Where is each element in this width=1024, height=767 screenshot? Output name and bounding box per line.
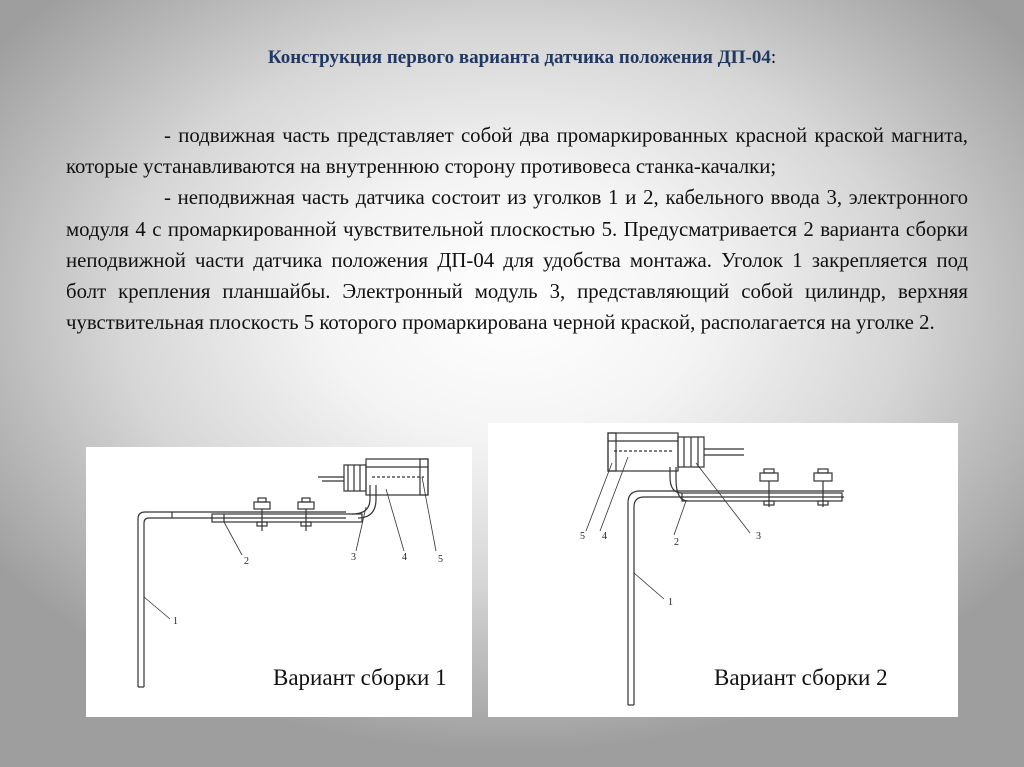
cable-entry-3	[352, 485, 370, 514]
figure-variant-2	[488, 423, 958, 717]
bolt-left	[254, 502, 270, 509]
label-1: 1	[173, 616, 178, 627]
cable-gland	[344, 465, 366, 491]
caption-variant-2: Вариант сборки 2	[714, 665, 888, 690]
label-2: 2	[674, 537, 679, 548]
body-text	[66, 120, 968, 338]
bracket-1-inner	[144, 518, 346, 687]
paragraph-fixed-part: - неподвижная часть датчика состоит из уголков 1 и 2, кабельного ввода 3, электронного модуля 4 с промаркированной чувствительной плоскостью 5. Предусматривается 2 варианта сборки неподвижной части датчика положения ДП-04 для удобства монтажа. Уголок 1 закрепляется под болт крепления планшайбы. Электронный модуль 3, представляющий собой цилиндр, верхняя чувствительная плоскость 5 которого промаркирована черной краской, располагается на уголке 2.	[66, 186, 968, 335]
bolt-right	[814, 473, 832, 481]
label-4: 4	[602, 531, 607, 542]
label-1: 1	[668, 597, 673, 608]
slide-title-text: Конструкция первого варианта датчика положения ДП-04	[267, 47, 771, 68]
paragraph-moving-part: - подвижная часть представляет собой два промаркированных красной краской магнита, которые устанавливаются на внутреннюю сторону противовеса станка-качалки;	[66, 124, 968, 179]
label-3: 3	[351, 552, 356, 563]
slide-title	[0, 47, 1024, 69]
label-5: 5	[580, 531, 585, 542]
figure-variant-1	[86, 447, 472, 717]
electronic-module-4	[608, 433, 678, 471]
label-2: 2	[244, 556, 249, 567]
sensitive-plane-5	[608, 433, 616, 471]
label-5: 5	[438, 554, 443, 565]
label-3: 3	[756, 531, 761, 542]
bracket-1	[138, 512, 346, 687]
label-4: 4	[402, 552, 407, 563]
bolt-left	[760, 473, 778, 481]
bolt-right	[298, 502, 314, 509]
slide-title-colon: :	[770, 47, 777, 68]
caption-variant-1: Вариант сборки 1	[273, 665, 447, 690]
